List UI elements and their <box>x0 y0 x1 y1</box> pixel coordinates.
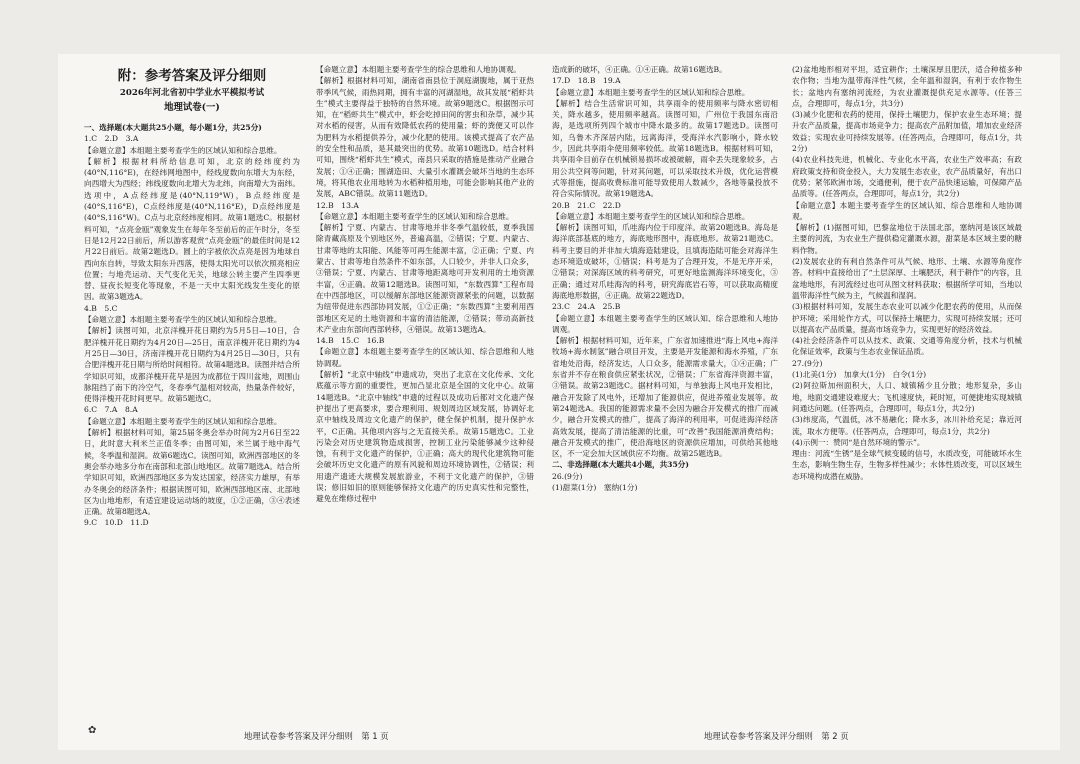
answer-paragraph: 【命题立意】本组题主要考查学生的综合思维和人地协调观。 <box>316 65 522 74</box>
answer-paragraph: 【命题立意】本组题主要考查学生的区域认知和综合思维。 <box>552 211 750 221</box>
answer-paragraph: 17.D 18.B 19.A <box>552 76 621 86</box>
column-1 <box>84 64 300 724</box>
answer-paragraph: 9.C 10.D 11.D <box>84 518 149 528</box>
answer-paragraph: 【解析】根据材料可知，近年来，广东省加速推进“海上风电+海洋牧场+海水制氢”融合项目开发，主要是开发能源和海水养殖，广东省地处沿海，经济发达，人口众多，能源需求量大，①④正确；广东省并不存在粮食供应紧张状况，②错误；广东省海洋资源丰富，③错误。故第23题选C。据材料可知，与单独海上风电开发相比，融合开发除了风电外，还增加了能源供应，促进养殖业发展等。故第24题选A。我国的能源需求量不会因为融合开发模式的推广而减少，融合开发模式的推广，提高了海洋的利用率，可促进海洋经济高效发展，提高了清洁能源的比重，可“改善”我国能源消费结构；融合开发模式的推广，使沿海地区的资源供应增加，可供给其他地区，不一定会加大区域供应不均衡。故第25题选B。 <box>552 336 778 459</box>
answer-paragraph: 【命题立意】本组题主要考查学生的区域认知和综合思维。 <box>84 416 282 426</box>
answer-paragraph: 26.(9分) <box>552 471 583 481</box>
page-2 <box>548 64 1058 724</box>
answer-paragraph: 【解析】读图可知，爪哇海内位于印度洋。故第20题选B。海岛是海洋底部基底的地方，海底地形图中，海底地形。故第21题选C。科考主要目的并非加大填海造陆建设，且填海造陆可能会对海洋生态环境造成破坏，①错误；科考是为了合理开发，不是无序开采，②错误；对深海区域的科考研究，可更好地监测海洋环境变化，③正确；通过对爪哇海沟的科考，研究海底岩石等，可以获取高精度海底地形数据，④正确。故第22题选D。 <box>552 223 778 300</box>
answer-paragraph: 理由：河流“生锈”是全球气候变暖的信号，水质改变，可能破坏水生生态，影响生物生存，生物多样性减少；水体性质改变，可以区域生态环境构成潜在威胁。 <box>792 449 1022 481</box>
section-heading: 二、非选择题(本大题共4小题，共35分) <box>552 460 689 470</box>
answer-paragraph: 1.C 2.D 3.A <box>84 134 139 144</box>
footer-page-2: 地理试卷参考答案及评分细则 第 2 页 <box>704 731 849 741</box>
exam-subtitle: 2026年河北省初中学业水平模拟考试 <box>119 88 265 98</box>
answer-paragraph: 27.(9分) <box>792 358 823 368</box>
answer-paragraph: 14.B 15.C 16.B <box>316 336 385 346</box>
answer-paragraph: (1)北美(1分) 加拿大(1分) 白令(1分) <box>792 370 927 380</box>
answer-paragraph: 23.C 24.A 25.B <box>552 302 621 312</box>
answer-sheet <box>58 54 1060 750</box>
answer-paragraph: 4.B 5.C <box>84 303 118 313</box>
page-1 <box>58 64 542 724</box>
answer-paragraph: 【解析】根据材料可知，湖南省南县位于洞庭湖腹地，属于亚热带季风气候，雨热同期，拥有丰富的河湖湿地，故其发展“稻虾共生”模式主要得益于独特的自然环境。故第9题选C。根据图示可知，在“稻虾共生”模式中，虾会吃掉田间的害虫和杂草，减少其对水稻的侵害，从而有效降低农药的使用量；虾的粪便又可以作为肥料为水稻提供养分，减少化肥的使用。该模式提高了农产品的安全性和品质，是其最突出的优势。故第10题选D。结合材料可知，围绕“稻虾共生”模式，南县只采取的措施是推动产业融合发展；①④正确；围湖造田、大量引水灌溉会破坏当地的生态环境，将其他农业用地转为水稻种植用地，可能会影响其他产业的发展，ABC错误。故第11题选D。 <box>316 76 534 199</box>
answer-paragraph: (2)发展农业的有利自然条件可从气候、地形、土壤、水源等角度作答。材料中直接给出了“土层深厚、土壤肥沃，利于耕作”的内容，且盆地地形，有河流经过也可从图文材料获取；根据所学可知，当地以温带海洋性气候为主，气候温和湿润。 <box>792 257 1022 300</box>
answer-paragraph: 造成新的破坏，④正确。①④正确。故第16题选B。 <box>552 65 727 74</box>
answer-paragraph: 【命题立意】本组题主要考查学生的区域认知和综合思维。 <box>84 145 282 155</box>
answer-paragraph: 【解析】根据材料所给信息可知，北京的经纬度约为(40°N,116°E)，在经纬网地图中，经线度数向东增大为东经，向西增大为西经；纬线度数向北增大为北纬，向南增大为南纬。选项中，A点经纬度是(40°N,119°W)，B点经纬度是(40°S,116°E)，C点经纬度是(40°N,116°E)，D点经纬度是(40°S,116°W)。C点与北京经纬度相同。故第1题选C。根据材料可知，“点亮金瓯”观象发生在每年冬至前后的正午时分，冬至日是12月22日前后，所以游客观赏“点亮金瓯”的最佳时间是12月22日前后。故第2题选D。圆上的字被依次点亮是因为地球自西向东自转，导致太阳东升西落，使得太阳光可以依次照亮相应位置；与地壳运动、天气变化无关，地球公转主要产生四季更替、昼夜长短变化等现象，不是一天中太阳光线发生变化的原因。故第3题选A。 <box>84 156 300 302</box>
answer-paragraph: 【命题立意】本组题主要考查学生的区域认知和综合思维。 <box>552 87 750 97</box>
answer-paragraph: 【解析】(1)据图可知，巴黎盆地位于法国北部，塞纳河是该区域最主要的河流，为农业生产提供稳定灌溉水源，甜菜是本区域主要的糖料作物。 <box>792 223 1022 255</box>
answer-paragraph: 【解析】根据材料可知，第25届冬奥会举办时间为2月6日至22日，此时意大利米兰正值冬季；由图可知，米兰属于地中海气候，冬季温和湿润。故第6题选C。读图可知，欧洲西部地区的冬奥会举办地多分布在南部和北部山地地区。故第7题选A。结合所学知识可知，欧洲西部地区多为发达国家，经济实力雄厚，有举办冬奥会的经济条件；根据读图可知，欧洲西部地区南、北部地区为山地地形，有适宜建设运动场的坡度，①②正确，③④表述正确。故第8题选A。 <box>84 428 300 517</box>
answer-paragraph: (3)根据材料可知，发展生态农业可以减少化肥农药的使用，从而保护环境；采用轮作方式，可以保持土壤肥力，实现可持续发展；还可以提高农产品质量，提高市场竞争力，实现更好的经济效益。 <box>792 302 1022 334</box>
column-4 <box>792 64 1022 724</box>
answer-paragraph: 【解析】读图可知，北京洋槐开花日期约为5月5日—10日，合肥洋槐开花日期约为4月20日—25日，南京洋槐开花日期约为4月25日—30日，济南洋槐开花日期约为4月25日—30日，只有合肥洋槐开花日期与所给时间相符。故第4题选B。读图并结合所学知识可知，成都洋槐开花早是因为成都位于四川盆地，周围山脉阻挡了南下的冷空气，冬春季气温相对较高，热量条件较好，使得洋槐开花时间更早。故第5题选C。 <box>84 326 300 404</box>
answer-paragraph: 【命题立意】本组题主要考查学生的区域认知和综合思维。 <box>316 211 514 221</box>
section-heading: 一、选择题(本大题共25小题，每小题1分，共25分) <box>84 123 262 132</box>
answer-paragraph: (3)纬度高，气温低，冰不易融化；降水多，冰川补给充足；靠近河流，取水方便等。(任答两点，合理即可，每点1分，共2分) <box>792 415 1022 436</box>
answer-paragraph: 【解析】宁夏、内蒙古、甘肃等地并非冬季气温较低，夏季我国除青藏高原及个别地区外，普遍高温，②错误；宁夏、内蒙古、甘肃等地的太阳能、风能等可再生能源丰富，②正确；宁夏、内蒙古、甘肃等地自然条件不如东部，人口较少，并非人口众多，③错误；宁夏、内蒙古、甘肃等地距离地可开发利用的土地资源丰富，④正确。故第12题选B。读图可知，“东数西算”工程布局在中西部地区，可以缓解东部地区能源资源紧张的问题，以数据为纽带促进东西部协同发展，①②正确；“东数西算”主要利用西部地区充足的土地资源和丰富的清洁能源，②错误；带动高新技术产业由东部向西部转移，④错误。故第13题选A。 <box>316 223 534 334</box>
paper-name: 地理试卷(一) <box>164 102 220 113</box>
footer-page-1: 地理试卷参考答案及评分细则 第 1 页 <box>244 731 389 741</box>
answer-paragraph: 【命题立意】本组题主要考查学生的区域认知、综合思维和人地协调观。 <box>316 347 534 368</box>
answer-paragraph: 【解析】结合生活常识可知，共享雨伞的使用频率与降水密切相关，降水越多，使用频率越高。读图可知，广州位于我国东南沿海，是选项所列四个城市中降水最多的。故第17题选D。读图可知，乌鲁木齐深居内陆，远离海洋，受海洋水汽影响小，降水较少，因此共享雨伞使用频率较低。故第18题选B。根据材料可知，共享雨伞目前存在机械锁易损坏或被破解，雨伞丢失现象较多，占用公共空间等问题，针对其问题，可以采取技术升级，优化运营模式等措施，提高收费标准可能导致使用人数减少，各地等量投放不符合实际情况。故第19题选A。 <box>552 98 778 199</box>
column-3 <box>552 64 778 724</box>
answer-paragraph: 20.B 21.C 22.D <box>552 200 621 210</box>
answer-paragraph: (4)农业科技先进，机械化、专业化水平高，农业生产效率高；有政府政策支持和资金投入，大力发展生态农业，农产品质量好，有出口优势；紧邻欧洲市场，交通便利，便于农产品快速运输，可保障产品品质等。(任答两点，合理即可，每点1分，共2分) <box>792 155 1022 199</box>
answer-paragraph: (3)减少化肥和农药的使用，保持土壤肥力，保护农业生态环境；提升农产品质量，提高市场竞争力；提高农产品附加值，增加农业经济效益；实现农业可持续发展等。(任答两点，合理即可，每点1分，共2分) <box>792 110 1022 154</box>
answer-paragraph: 12.B 13.A <box>316 200 359 210</box>
answer-paragraph: 【命题立意】本组题主要考查学生的区域认知和综合思维。 <box>84 315 282 325</box>
column-2 <box>316 64 534 724</box>
answer-paragraph: (1)甜菜(1分) 塞纳(1分) <box>552 482 638 492</box>
document-title: 附：参考答案及评分细则 <box>117 68 267 84</box>
answer-paragraph: 6.C 7.A 8.A <box>84 405 138 415</box>
answer-paragraph: 【命题立意】本题主要考查学生的区域认知、综合思维和人地协调观。 <box>792 200 1022 221</box>
scan-mark-icon: ✿ <box>88 725 97 736</box>
answer-paragraph: 【命题立意】本组题主要考查学生的区域认知、综合思维和人地协调观。 <box>552 313 778 334</box>
answer-paragraph: (4)示例一：赞同“是自然环境的警示”。 <box>792 437 925 447</box>
answer-paragraph: (2)盆地地形相对平坦，适宜耕作；土壤深厚且肥沃，适合种植多种农作物；当地为温带海洋性气候，全年温和湿润，有利于农作物生长；盆地内有塞纳河流经，为农业灌溉提供充足水源等。(任答三点，合理即可，每点1分，共3分) <box>792 65 1022 108</box>
answer-paragraph: (4)社会经济条件可以从技术、政策、交通等角度分析，技术与机械化保证效率，政策与生态农业保证品质。 <box>792 336 1022 357</box>
answer-paragraph: (2)阿拉斯加州面积大，人口、城镇稀少且分散；地形复杂，多山地，地面交通建设难度大；飞机速度快，耗时短，可便捷地实现城镇间通达问题。(任答两点，合理即可，每点1分，共2分) <box>792 381 1022 413</box>
answer-paragraph: 【解析】“北京中轴线”申遗成功，突出了北京在文化传承、文化底蕴示等方面的重要性，更加凸显北京是全国的文化中心。故第14题选B。“北京中轴线”申遗的过程以及成功后都对文化遗产保护提出了更高要求，要合理利用、规划周边区域发展，协调好北京中轴线及周边文化遗产的保护，健全保护机制，提升保护水平，C正确。其他项内容与之无直接关系。故第15题选C。工业污染会对历史建筑物造成损害，控制工业污染能够减少这种侵蚀，有利于文化遗产的保护，①正确；高大的现代化建筑物可能会破坏历史文化遗产的原有风貌和周边环境协调性，②错误；利用遗产遗迹大规模发展旅游业，不利于文化遗产的保护，③错误；修旧如旧的原则能够保持文化遗产的历史真实性和完整性，避免在维修过程中 <box>316 370 534 504</box>
